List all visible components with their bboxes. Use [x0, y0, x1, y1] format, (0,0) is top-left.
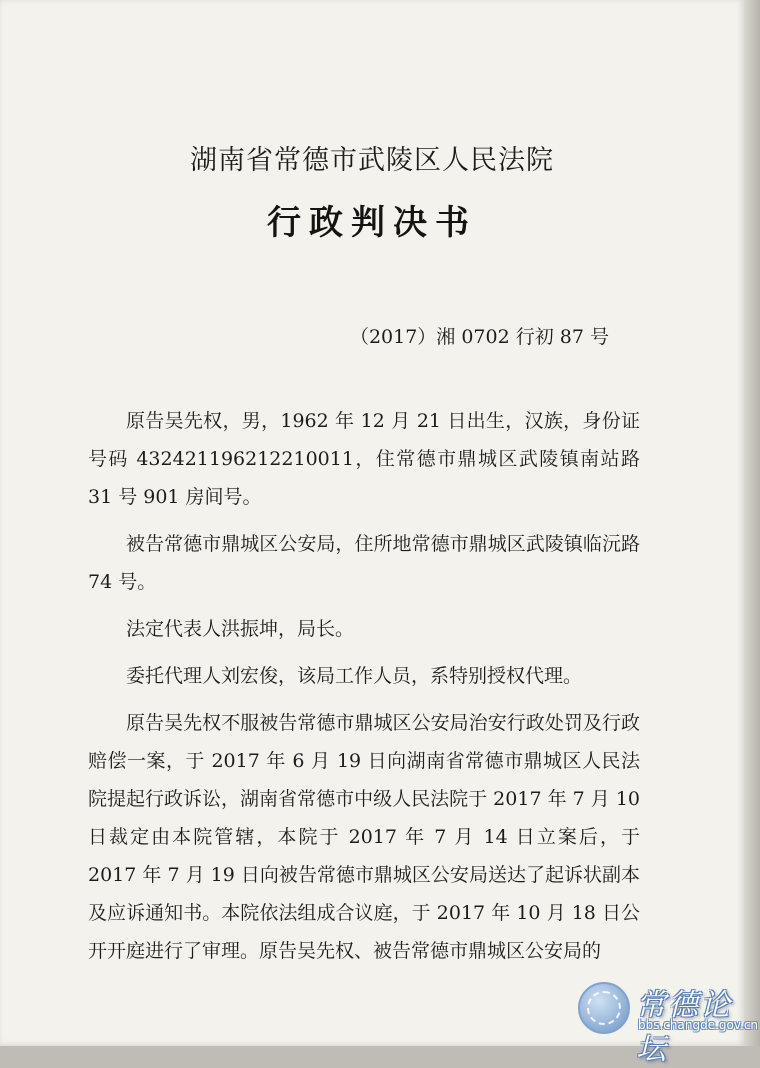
judgment-body	[88, 402, 640, 970]
page-edge-shadow	[744, 0, 760, 1046]
forum-watermark	[578, 978, 759, 1067]
paragraph-plaintiff: 原告吴先权，男，1962 年 12 月 21 日出生，汉族，身份证号码 432421196212210011，住常德市鼎城区武陵镇南站路 31 号 901 房间号。	[88, 410, 640, 508]
document-type-title: 行政判决书	[267, 203, 477, 243]
forum-logo-icon	[578, 982, 630, 1034]
paragraph-case-history: 原告吴先权不服被告常德市鼎城区公安局治安行政处罚及行政赔偿一案，于 2017 年 6 月 19 日向湖南省常德市鼎城区人民法院提起行政诉讼，湖南省常德市中级人民法院于 2017 年 7 月 10 日裁定由本院管辖，本院于 2017 年 7 月 14 日立案后，于 2017 年 7 月 19 日向被告常德市鼎城区公安局送达了起诉状副本及应诉通知书。本院依法组成合议庭，于 2017 年 10 月 18 日公开开庭进行了审理。原告吴先权、被告常德市鼎城区公安局的	[88, 712, 640, 962]
paragraph-defendant: 被告常德市鼎城区公安局，住所地常德市鼎城区武陵镇临沅路 74 号。	[88, 533, 640, 593]
watermark-site-name: 常德论坛	[636, 988, 732, 1067]
case-number: （2017）湘 0702 行初 87 号	[349, 326, 609, 348]
paragraph-agent: 委托代理人刘宏俊，该局工作人员，系特别授权代理。	[126, 665, 583, 687]
paragraph-legal-representative: 法定代表人洪振坤，局长。	[126, 618, 355, 640]
court-name: 湖南省常德市武陵区人民法院	[190, 145, 554, 176]
watermark-site-url: bbs.changde.gov.cn	[638, 1018, 759, 1032]
